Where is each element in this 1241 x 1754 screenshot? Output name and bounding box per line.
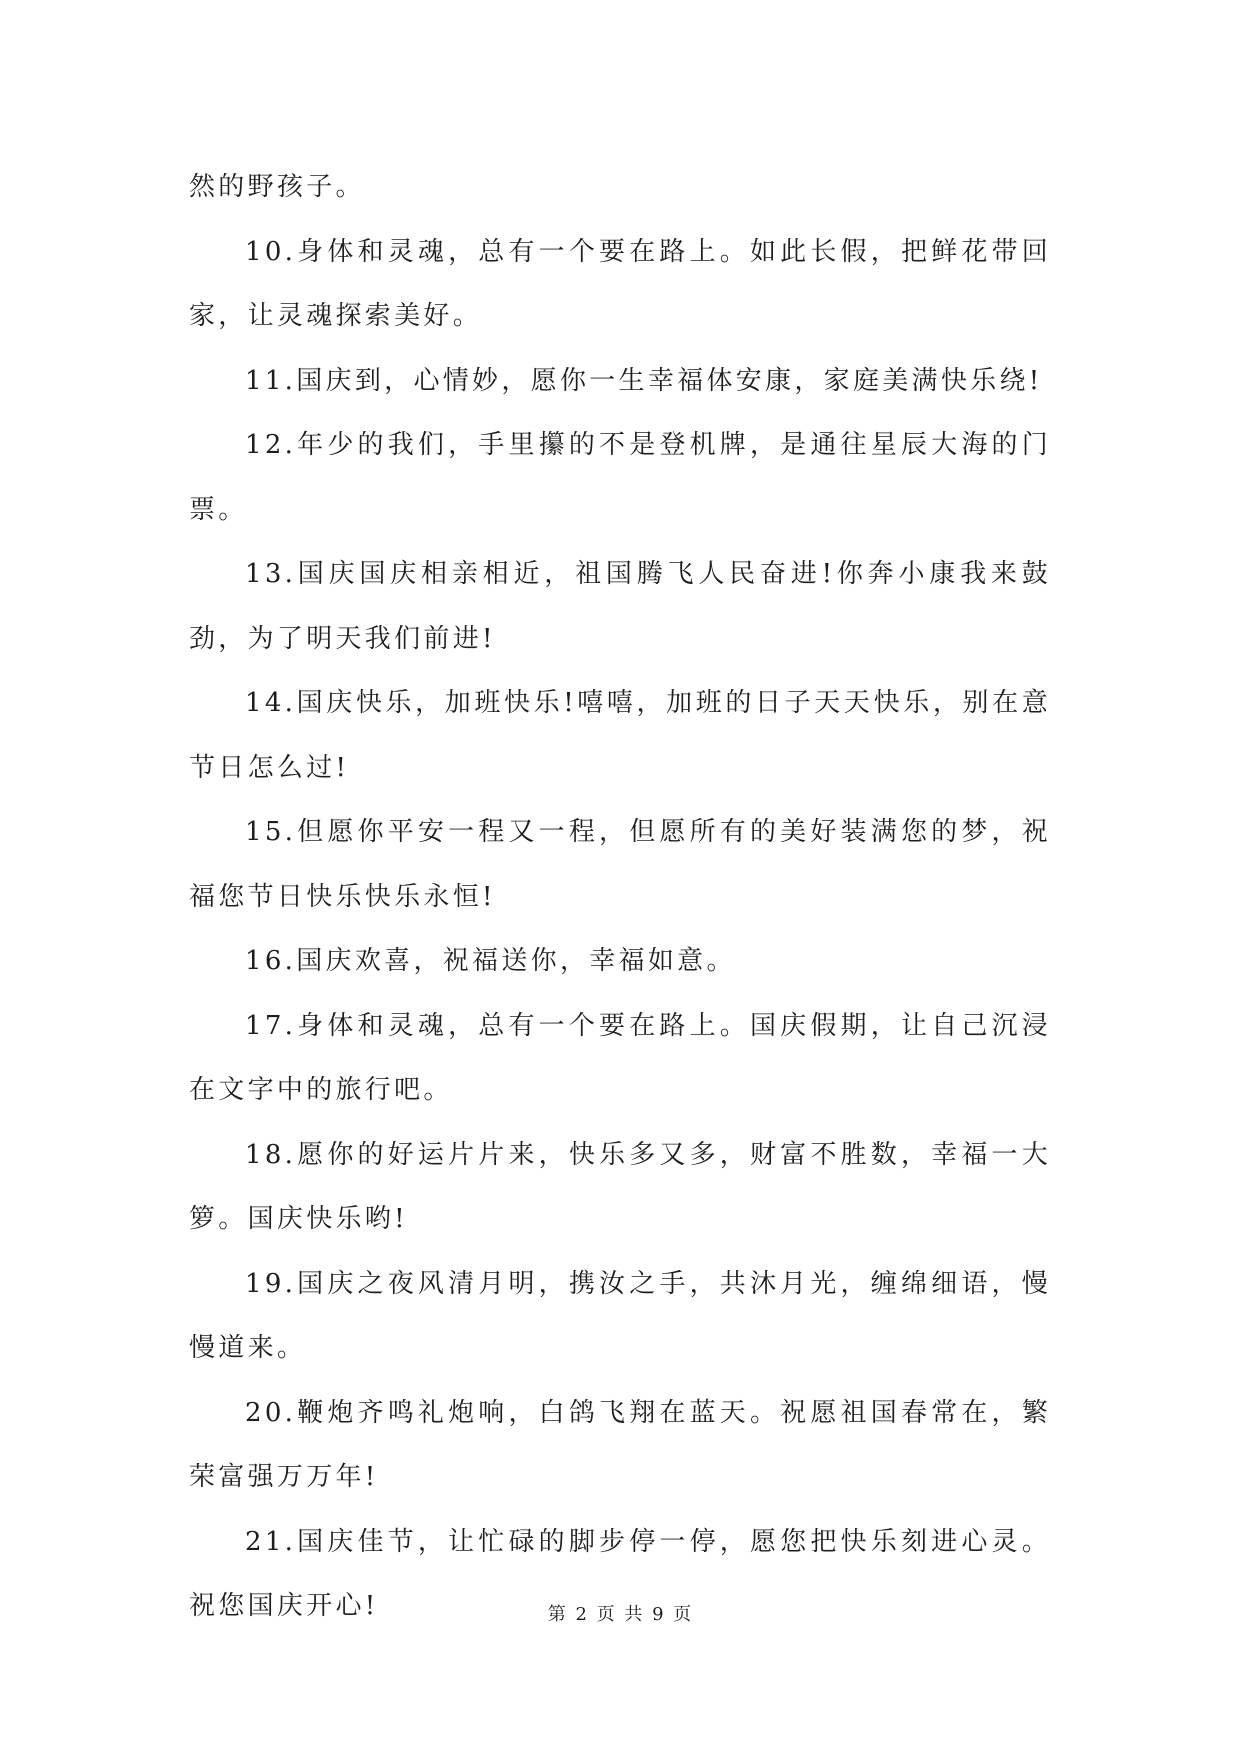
paragraph: 21.国庆佳节，让忙碌的脚步停一停，愿您把快乐刻进心灵。祝您国庆开心!: [189, 1526, 1051, 1621]
paragraph: 18.愿你的好运片片来，快乐多又多，财富不胜数，幸福一大箩。国庆快乐哟!: [189, 1139, 1051, 1234]
paragraph: 16.国庆欢喜，祝福送你，幸福如意。: [245, 946, 736, 976]
paragraph: 10.身体和灵魂，总有一个要在路上。如此长假，把鲜花带回家，让灵魂探索美好。: [189, 236, 1051, 331]
paragraph: 然的野孩子。: [189, 172, 365, 202]
paragraph: 15.但愿你平安一程又一程，但愿所有的美好装满您的梦，祝福您节日快乐快乐永恒!: [189, 817, 1051, 912]
paragraph: 17.身体和灵魂，总有一个要在路上。国庆假期，让自己沉浸在文字中的旅行吧。: [189, 1010, 1051, 1105]
document-body: [189, 155, 1051, 1639]
page-number-footer: 第 2 页 共 9 页: [547, 1604, 694, 1625]
paragraph: 11.国庆到，心情妙，愿你一生幸福体安康，家庭美满快乐绕!: [245, 365, 1043, 396]
paragraph: 19.国庆之夜风清月明，携汝之手，共沐月光，缠绵细语，慢慢道来。: [189, 1268, 1051, 1363]
paragraph: 13.国庆国庆相亲相近，祖国腾飞人民奋进!你奔小康我来鼓劲，为了明天我们前进!: [189, 559, 1051, 654]
paragraph: 12.年少的我们，手里攥的不是登机牌，是通往星辰大海的门票。: [189, 430, 1051, 525]
paragraph: 14.国庆快乐，加班快乐!嘻嘻，加班的日子天天快乐，别在意节日怎么过!: [189, 688, 1051, 783]
paragraph: 20.鞭炮齐鸣礼炮响，白鸽飞翔在蓝天。祝愿祖国春常在，繁荣富强万万年!: [189, 1397, 1051, 1492]
